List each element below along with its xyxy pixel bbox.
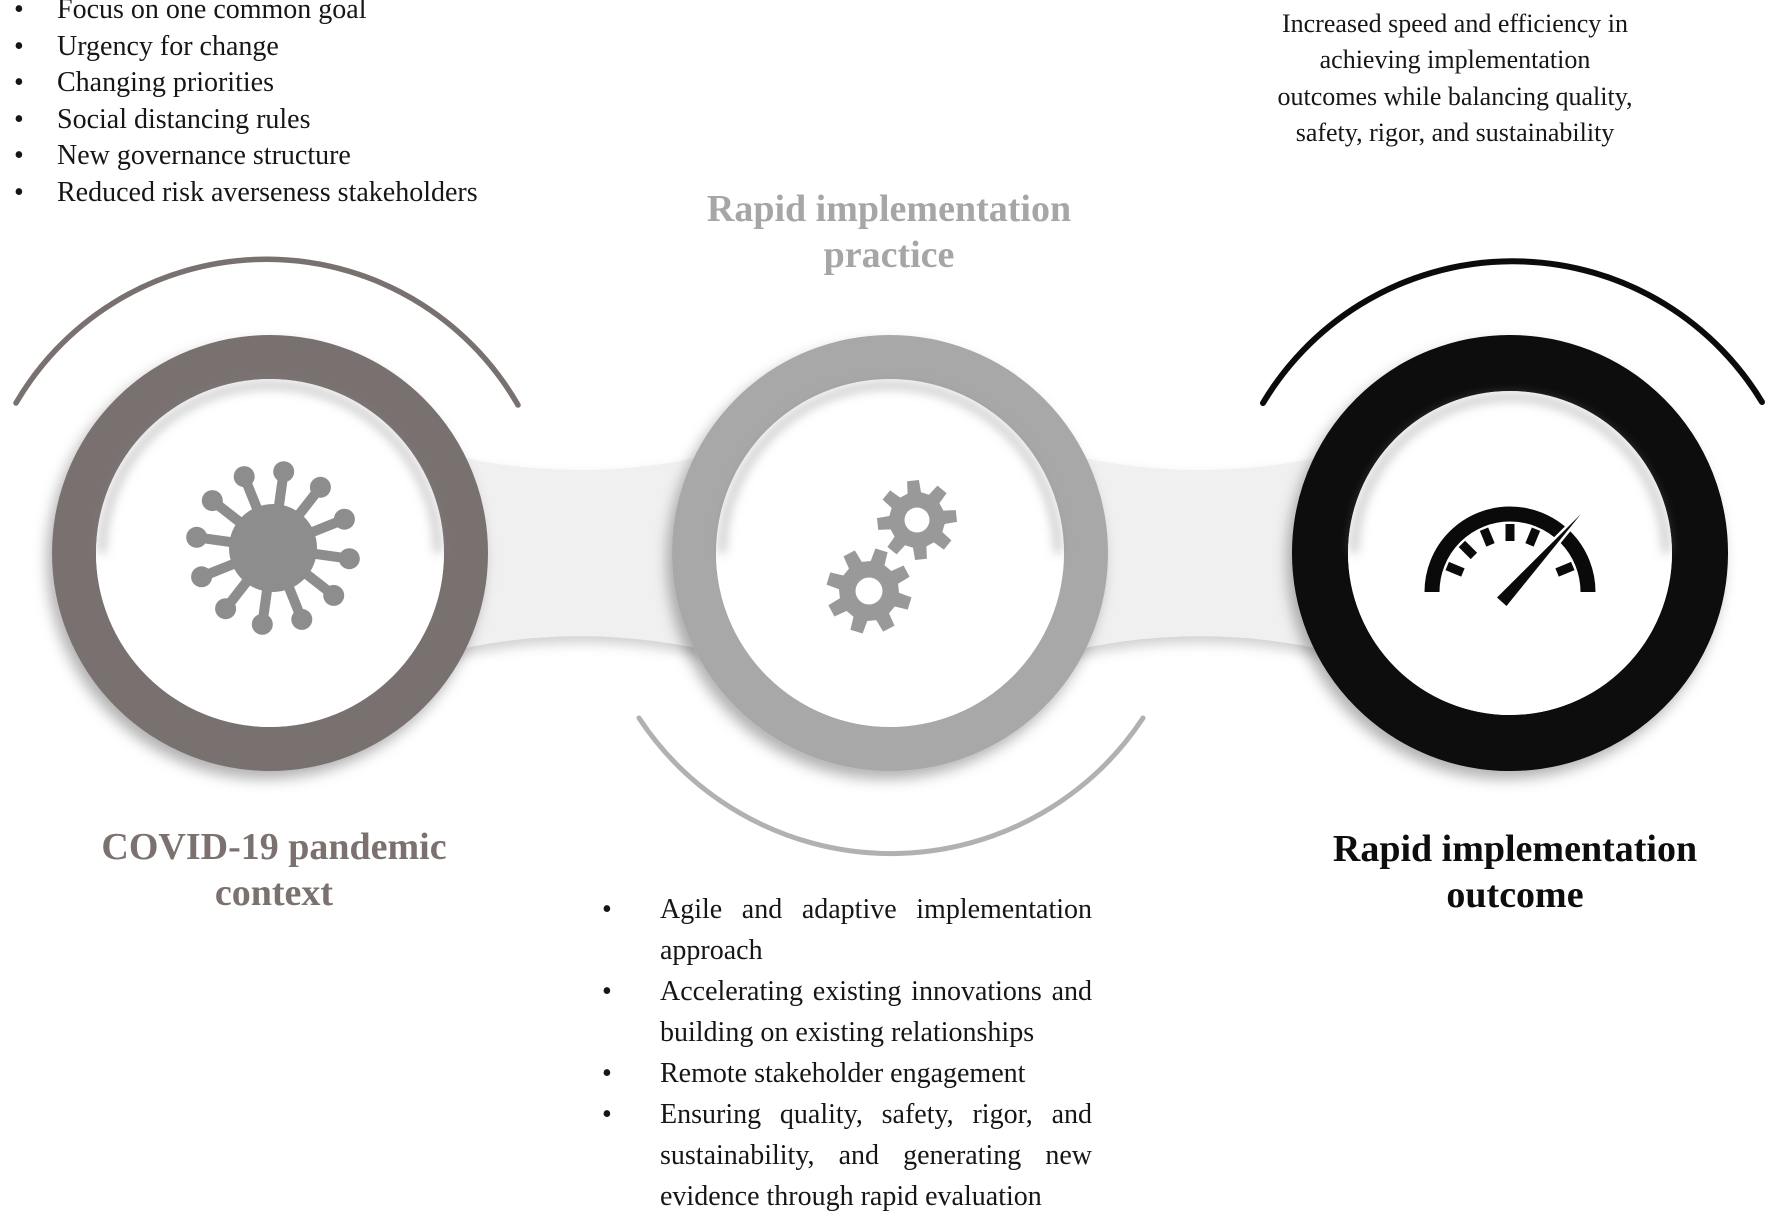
virus-spoke-tip: [291, 609, 312, 630]
list-item: [14, 65, 594, 102]
list-item-text: Focus on one common goal: [57, 0, 367, 25]
gauge-tick: [1557, 566, 1573, 573]
virus-spoke-tip: [234, 466, 255, 487]
list-item-text: New governance structure: [57, 140, 351, 172]
list-item: [14, 0, 594, 29]
gauge-tick: [1484, 529, 1491, 545]
virus-spoke-tip: [186, 527, 207, 548]
context-circle: [74, 357, 466, 749]
outcome-circle: [1320, 363, 1700, 743]
virus-spoke-tip: [215, 598, 236, 619]
list-item: [602, 1094, 1102, 1217]
gear-hole: [856, 578, 883, 605]
virus-spoke: [263, 588, 267, 618]
list-item: [602, 1053, 1102, 1094]
virus-spoke: [204, 538, 234, 542]
bullet-marker: [14, 102, 57, 139]
list-item-text: Remote stakeholder engagement: [660, 1058, 1026, 1089]
outcome-description: Increased speed and efficiency in achieving implementation outcomes while balancing quality, safety, rigor, and sustainability: [1277, 9, 1633, 148]
gear-hole: [905, 508, 930, 533]
list-item-text: Urgency for change: [57, 30, 279, 62]
list-item: [602, 971, 1102, 1053]
virus-spoke-tip: [273, 461, 294, 482]
list-item-text: Agile and adaptive implementation approach: [660, 894, 1092, 966]
list-item-text: Ensuring quality, safety, rigor, and sustainability, and generating new evidence through rapid evaluation: [660, 1099, 1092, 1212]
list-item-text: Reduced risk averseness stakeholders: [57, 176, 478, 208]
practice-title: Rapid implementation practice: [706, 188, 1072, 276]
context-label: COVID-19 pandemic context: [101, 826, 447, 914]
bullet-marker: [602, 1053, 660, 1094]
bullet-marker: [14, 175, 57, 212]
virus-spoke-tip: [334, 509, 355, 530]
bullet-marker: [602, 971, 660, 1053]
context-factors-list: [14, 0, 594, 212]
bullet-marker: [14, 29, 57, 66]
virus-spoke-tip: [252, 614, 273, 635]
list-item: [602, 889, 1102, 971]
list-item-text: Social distancing rules: [57, 103, 311, 135]
gauge-tick: [1530, 529, 1537, 545]
virus-spoke-tip: [202, 490, 223, 511]
virus-spoke: [279, 479, 283, 509]
bullet-marker: [602, 1094, 660, 1217]
virus-spoke-tip: [191, 566, 212, 587]
outcome-inner-disc: [1348, 391, 1672, 715]
practice-inner-disc: [716, 379, 1064, 727]
gauge-tick: [1447, 566, 1463, 573]
bullet-marker: [602, 889, 660, 971]
bullet-marker: [14, 138, 57, 175]
bullet-marker: [14, 0, 57, 29]
virus-body: [229, 504, 317, 592]
list-item: [14, 138, 594, 175]
list-item-text: Changing priorities: [57, 67, 274, 99]
virus-spoke: [313, 554, 343, 558]
outcome-label: Rapid implementation outcome: [1332, 828, 1698, 916]
list-item-text: Accelerating existing innovations and building on existing relationships: [660, 976, 1092, 1048]
list-item: [14, 102, 594, 139]
virus-spoke-tip: [339, 548, 360, 569]
list-item: [14, 29, 594, 66]
virus-spoke-tip: [323, 585, 344, 606]
practice-factors-list: [602, 889, 1102, 1217]
virus-spoke-tip: [310, 477, 331, 498]
practice-circle: [694, 357, 1086, 749]
list-item: [14, 175, 594, 212]
bullet-marker: [14, 65, 57, 102]
